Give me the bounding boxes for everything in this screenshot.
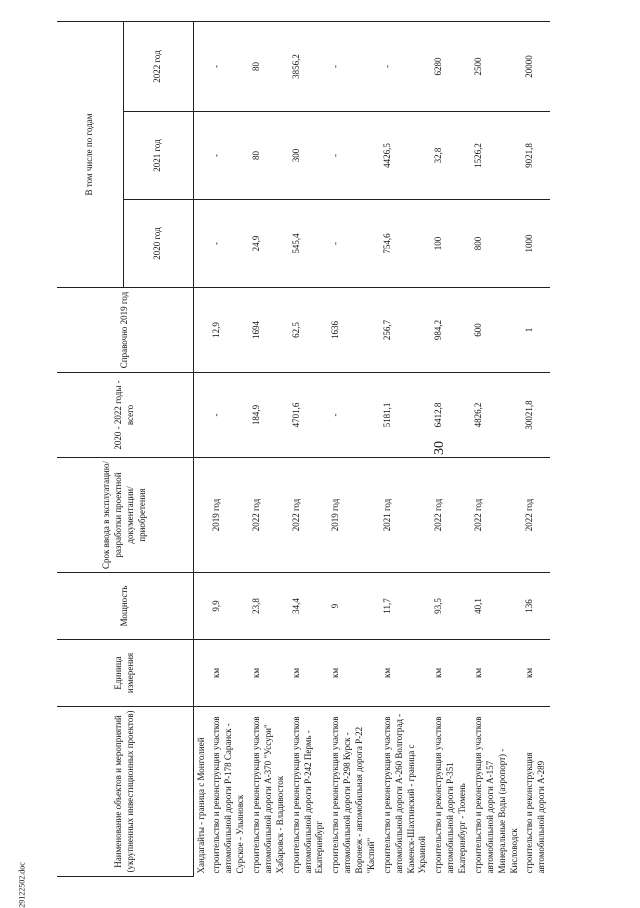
cell-y2022 bbox=[193, 22, 209, 112]
cell-y2021: - bbox=[209, 112, 249, 200]
header-capacity: Мощность bbox=[57, 573, 193, 640]
cell-unit: км bbox=[209, 640, 249, 707]
cell-y2022: 20000 bbox=[522, 22, 550, 112]
cell-y2021: 80 bbox=[249, 112, 289, 200]
cell-ref2019: 12,9 bbox=[209, 288, 249, 373]
cell-unit: км bbox=[522, 640, 550, 707]
cell-unit: км bbox=[431, 640, 471, 707]
cell-ref2019: 1636 bbox=[328, 288, 380, 373]
cell-capacity: 23,8 bbox=[249, 573, 289, 640]
cell-y2021: - bbox=[328, 112, 380, 200]
cell-total: - bbox=[328, 373, 380, 458]
cell-unit bbox=[193, 640, 209, 707]
cell-name: строительство и реконструкция участков автомобильной дороги Р-351 Екатеринбург - Тюмень bbox=[431, 707, 471, 877]
cell-unit: км bbox=[471, 640, 523, 707]
rotated-page-content bbox=[57, 22, 582, 877]
cell-y2020: 24,9 bbox=[249, 200, 289, 288]
table-row bbox=[249, 22, 289, 877]
cell-ref2019: 984,2 bbox=[431, 288, 471, 373]
cell-name: строительство и реконструкция участков автомобильной дороги Р-242 Пермь - Екатеринбург bbox=[289, 707, 329, 877]
header-name: Наименование объектов и мероприятий (укрупненных инвестиционных проектов) bbox=[57, 707, 193, 877]
cell-total: 4826,2 bbox=[471, 373, 523, 458]
cell-ref2019: 62,5 bbox=[289, 288, 329, 373]
cell-name: строительство и реконструкция участков автомобильной дороги А-370 "Уссури" Хабаровск - Владивосток bbox=[249, 707, 289, 877]
cell-y2020: 1000 bbox=[522, 200, 550, 288]
cell-total: 184,9 bbox=[249, 373, 289, 458]
cell-y2020: - bbox=[209, 200, 249, 288]
table-body bbox=[193, 22, 550, 877]
cell-y2022: 2500 bbox=[471, 22, 523, 112]
cell-y2022: 3856,2 bbox=[289, 22, 329, 112]
cell-total: 4701,6 bbox=[289, 373, 329, 458]
cell-deadline: 2021 год bbox=[380, 458, 432, 573]
cell-y2022: 6280 bbox=[431, 22, 471, 112]
cell-capacity: 34,4 bbox=[289, 573, 329, 640]
cell-y2021: 1526,2 bbox=[471, 112, 523, 200]
table-row bbox=[471, 22, 523, 877]
cell-total: - bbox=[209, 373, 249, 458]
cell-total: 5181,1 bbox=[380, 373, 432, 458]
table-row bbox=[193, 22, 209, 877]
cell-name: строительство и реконструкция автомобильной дороги А-289 bbox=[522, 707, 550, 877]
header-deadline: Срок ввода в эксплуатацию/ разработки проектной документации/ приобретения bbox=[57, 458, 193, 573]
cell-deadline: 2022 год bbox=[471, 458, 523, 573]
table-row bbox=[380, 22, 432, 877]
cell-deadline: 2019 год bbox=[209, 458, 249, 573]
cell-name: строительство и реконструкция участков автомобильной дороги А-157 Минеральные Воды (аэропорт) - Кисловодск bbox=[471, 707, 523, 877]
cell-y2020: - bbox=[328, 200, 380, 288]
header-y2021: 2021 год bbox=[123, 112, 193, 200]
cell-name: строительство и реконструкция участков автомобильной дороги Р-298 Курск - Воронеж - автомобильная дорога Р-22 "Каспий" bbox=[328, 707, 380, 877]
cell-capacity: 9 bbox=[328, 573, 380, 640]
table-row bbox=[328, 22, 380, 877]
cell-y2020: 100 bbox=[431, 200, 471, 288]
cell-total: 6412,8 bbox=[431, 373, 471, 458]
header-y2020: 2020 год bbox=[123, 200, 193, 288]
header-total: 2020 - 2022 годы - всего bbox=[57, 373, 193, 458]
cell-capacity: 11,7 bbox=[380, 573, 432, 640]
table-row bbox=[209, 22, 249, 877]
page-number: 30 bbox=[432, 441, 447, 455]
cell-y2021: 300 bbox=[289, 112, 329, 200]
table-row bbox=[522, 22, 550, 877]
cell-y2022: - bbox=[380, 22, 432, 112]
cell-unit: км bbox=[328, 640, 380, 707]
cell-y2020 bbox=[193, 200, 209, 288]
cell-total: 30021,8 bbox=[522, 373, 550, 458]
cell-capacity bbox=[193, 573, 209, 640]
cell-capacity: 9,9 bbox=[209, 573, 249, 640]
cell-y2022: - bbox=[209, 22, 249, 112]
cell-deadline: 2022 год bbox=[431, 458, 471, 573]
cell-deadline: 2022 год bbox=[249, 458, 289, 573]
cell-y2020: 754,6 bbox=[380, 200, 432, 288]
cell-unit: км bbox=[289, 640, 329, 707]
cell-name: Хандагайты - граница с Монголией bbox=[193, 707, 209, 877]
investment-table bbox=[57, 21, 550, 877]
cell-capacity: 93,5 bbox=[431, 573, 471, 640]
footer-filename: 29122502.doc bbox=[17, 862, 27, 908]
cell-deadline bbox=[193, 458, 209, 573]
cell-deadline: 2022 год bbox=[289, 458, 329, 573]
cell-y2022: - bbox=[328, 22, 380, 112]
table-row bbox=[289, 22, 329, 877]
table-row bbox=[431, 22, 471, 877]
cell-y2021: 9021,8 bbox=[522, 112, 550, 200]
table-header bbox=[57, 22, 193, 877]
cell-y2020: 800 bbox=[471, 200, 523, 288]
cell-y2021: 4426,5 bbox=[380, 112, 432, 200]
header-unit: Единица измерения bbox=[57, 640, 193, 707]
cell-capacity: 40,1 bbox=[471, 573, 523, 640]
cell-total bbox=[193, 373, 209, 458]
cell-ref2019 bbox=[193, 288, 209, 373]
header-including: В том числе по годам bbox=[57, 22, 123, 288]
cell-unit: км bbox=[380, 640, 432, 707]
cell-ref2019: 1694 bbox=[249, 288, 289, 373]
cell-y2020: 545,4 bbox=[289, 200, 329, 288]
cell-deadline: 2019 год bbox=[328, 458, 380, 573]
cell-ref2019: 1 bbox=[522, 288, 550, 373]
cell-y2021 bbox=[193, 112, 209, 200]
cell-y2022: 80 bbox=[249, 22, 289, 112]
cell-ref2019: 256,7 bbox=[380, 288, 432, 373]
header-y2022: 2022 год bbox=[123, 22, 193, 112]
cell-deadline: 2022 год bbox=[522, 458, 550, 573]
cell-y2021: 32,8 bbox=[431, 112, 471, 200]
header-ref2019: Справочно 2019 год bbox=[57, 288, 193, 373]
cell-name: строительство и реконструкция участков автомобильной дороги А-260 Волгоград - Каменск-Шахтинский - граница с Украиной bbox=[380, 707, 432, 877]
cell-capacity: 136 bbox=[522, 573, 550, 640]
cell-unit: км bbox=[249, 640, 289, 707]
cell-ref2019: 600 bbox=[471, 288, 523, 373]
cell-name: строительство и реконструкция участков автомобильной дороги Р-178 Саранск - Сурское - Ульяновск bbox=[209, 707, 249, 877]
